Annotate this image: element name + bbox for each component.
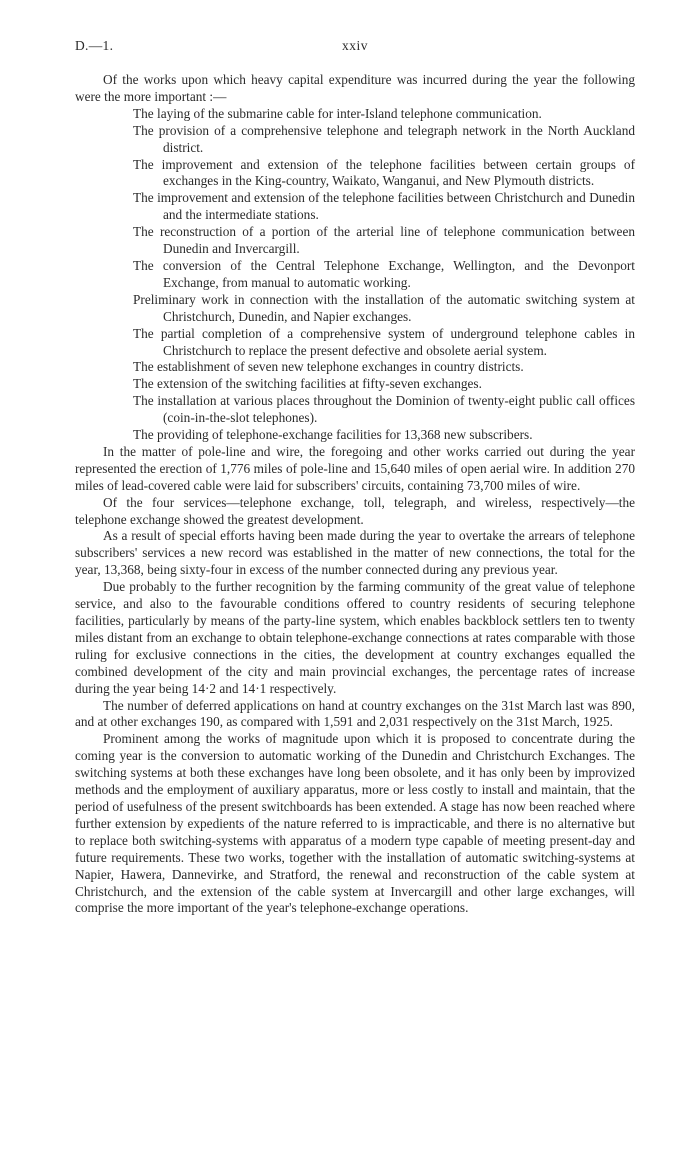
document-reference: D.—1. [75,38,114,53]
list-item: The provision of a comprehensive telephone and telegraph network in the North Auckland district. [133,122,635,155]
paragraph-pole-line: In the matter of pole-line and wire, the foregoing and other works carried out during the year represented the erection of 1,776 miles of pole-line and 15,640 miles of open aerial wire. In addition 270 miles of lead-covered cable were laid for subscribers' circuits, containing 73,700 miles of wire. [75,443,635,493]
list-item: The establishment of seven new telephone exchanges in country districts. [133,359,524,375]
list-item: Preliminary work in connection with the installation of the automatic switching system at Christchurch, Dunedin, and Napier exchanges. [133,291,635,324]
list-item: The improvement and extension of the telephone facilities between Christchurch and Dunedin and the intermediate stations. [133,190,635,223]
paragraph-services: Of the four services—telephone exchange, toll, telegraph, and wireless, respectively—the telephone exchange showed the greatest development. [75,494,635,527]
paragraph-new-connections: As a result of special efforts having been made during the year to overtake the arrears of telephone subscribers' services a new record was established in the matter of new connections, the total for the year, 13,368, being sixty-four in excess of the number connected during any previous year. [75,528,635,578]
works-list [75,106,635,444]
list-item: The partial completion of a comprehensive system of underground telephone cables in Christchurch to replace the present defective and obsolete aerial system. [133,325,635,358]
page-number: xxiv [341,38,368,53]
list-item: The extension of the switching facilities at fifty-seven exchanges. [133,376,482,392]
paragraph-deferred-applications: The number of deferred applications on hand at country exchanges on the 31st March last was 890, and at other exchanges 190, as compared with 1,591 and 2,031 respectively on the 31st March, 1925. [75,697,635,730]
intro-paragraph: Of the works upon which heavy capital expenditure was incurred during the year the following were the more important :— [75,72,635,104]
list-item: The installation at various places throughout the Dominion of twenty-eight public call offices (coin-in-the-slot telephones). [133,393,635,426]
list-item: The providing of telephone-exchange facilities for 13,368 new subscribers. [133,427,533,443]
list-item: The improvement and extension of the telephone facilities between certain groups of exchanges in the King-country, Waikato, Wanganui, and New Plymouth districts. [133,156,635,189]
list-item: The reconstruction of a portion of the arterial line of telephone communication between Dunedin and Invercargill. [133,224,635,257]
paragraph-country-development: Due probably to the further recognition by the farming community of the great value of telephone service, and also to the favourable conditions offered to country residents of securing telephone facilities, particularly by means of the party-line system, which enables backblock settlers ten to twenty miles distant from an exchange to obtain telephone-exchange connections at rates comparable with those ruling for exclusive connections in the cities, the development at country exchanges equalled the combined development of the city and main provincial exchanges, the percentage rates of increase during the year being 14·2 and 14·1 respectively. [75,579,635,696]
document-body [75,72,635,917]
list-item: The conversion of the Central Telephone Exchange, Wellington, and the Devonport Exchange, from manual to automatic working. [133,257,635,290]
page-header [75,38,635,56]
paragraph-automatic-conversion: Prominent among the works of magnitude upon which it is proposed to concentrate during the coming year is the conversion to automatic working of the Dunedin and Christchurch Exchanges. The switching systems at both these exchanges have long been obsolete, and it has only been by improvized methods and the employment of auxiliary apparatus, more or less costly to install and maintain, that the period of usefulness of the present switchboards has been extended. A stage has now been reached where further extension by expedients of the nature referred to is impracticable, and there is no alternative but to replace both switching-systems with apparatus of a modern type capable of meeting present-day and future requirements. These two works, together with the installation of automatic switching-systems at Napier, Hawera, Dannevirke, and Stratford, the renewal and reconstruction of the cable system at Christchurch, and the extension of the cable system at Invercargill and other large exchanges, will comprise the more important of the year's telephone-exchange operations. [75,731,635,916]
list-item: The laying of the submarine cable for inter-Island telephone communication. [133,105,542,121]
